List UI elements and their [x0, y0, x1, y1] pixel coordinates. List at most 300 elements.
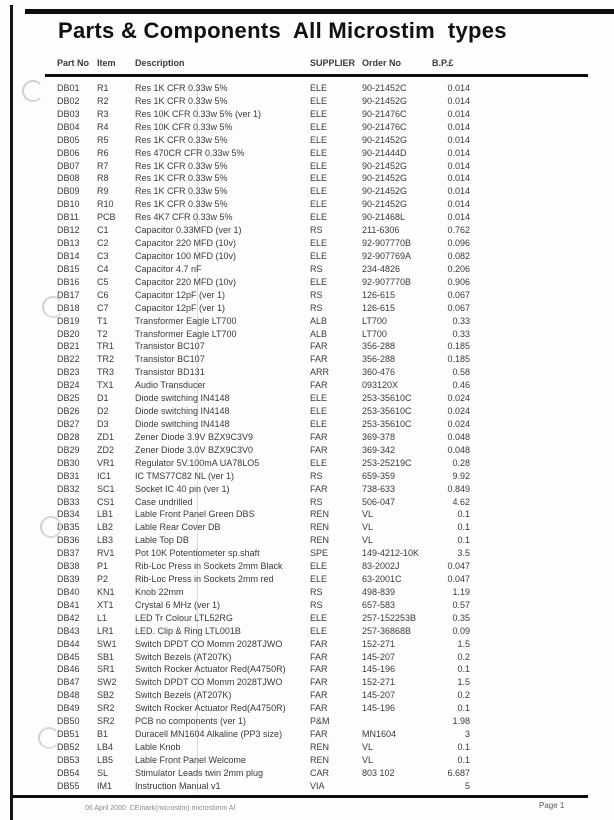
cell-item: LB3 [97, 535, 114, 546]
cell-supplier: CAR [310, 767, 330, 778]
table-row [57, 573, 470, 586]
cell-supplier: RS [310, 289, 323, 300]
cell-description: Zener Diode 3.9V BZX9C3V9 [135, 431, 254, 442]
cell-part-no: DB07 [57, 160, 80, 171]
cell-item: D3 [97, 418, 109, 429]
cell-order-no: 253-35610C [362, 418, 412, 429]
cell-description: Switch Bezels (AT207K) [135, 651, 232, 662]
cell-item: R2 [97, 95, 109, 106]
cell-supplier: REN [310, 509, 330, 520]
cell-order-no: 369-342 [362, 444, 396, 455]
table-row [57, 263, 470, 276]
table-row [57, 560, 470, 573]
scan-top-bar [25, 9, 614, 14]
table-row [57, 547, 470, 560]
table-row [57, 534, 470, 547]
cell-order-no: 257-152253B [362, 612, 417, 623]
cell-price: 0.014 [447, 160, 470, 171]
parts-table-body [57, 82, 470, 793]
cell-order-no: 90-21452G [362, 173, 408, 184]
cell-description: Rib-Loc Press in Sockets 2mm red [135, 574, 274, 585]
table-row [57, 483, 470, 496]
cell-price: 1.5 [457, 677, 470, 688]
cell-order-no: 738-633 [362, 483, 396, 494]
cell-item: R8 [97, 173, 109, 184]
cell-order-no: 90-21476C [362, 108, 407, 119]
cell-description: LED. Clip & Ring LTL001B [135, 625, 241, 636]
cell-part-no: DB39 [57, 574, 80, 585]
cell-order-no: 145-207 [362, 690, 396, 701]
cell-part-no: DB48 [57, 690, 80, 701]
cell-description: Transformer Eagle LT700 [135, 328, 237, 339]
cell-description: Capacitor 220 MFD (10v) [135, 238, 237, 249]
cell-price: 0.014 [447, 134, 470, 145]
cell-description: Case undrilled [135, 496, 193, 507]
cell-price: 0.28 [452, 457, 470, 468]
cell-order-no: 498-839 [362, 586, 396, 597]
cell-description: Crystal 6 MHz (ver 1) [135, 599, 221, 610]
cell-price: 0.1 [457, 522, 470, 533]
cell-description: Res 1K CFR 0.33w 5% [135, 95, 228, 106]
table-row [57, 508, 470, 521]
cell-price: 0.014 [447, 108, 470, 119]
cell-price: 6.687 [447, 767, 470, 778]
cell-supplier: RS [310, 470, 323, 481]
cell-price: 0.09 [452, 625, 470, 636]
cell-price: 0.014 [447, 95, 470, 106]
table-row [57, 599, 470, 612]
cell-part-no: DB11 [57, 212, 79, 223]
cell-description: Capacitor 12pF (ver 1) [135, 302, 226, 313]
cell-supplier: ELE [310, 457, 328, 468]
cell-order-no: VL [362, 522, 374, 533]
cell-price: 1.19 [452, 586, 470, 597]
cell-item: ZD1 [97, 431, 115, 442]
cell-order-no [362, 715, 432, 728]
cell-description: Switch DPDT CO Momm 2028TJWO [135, 638, 283, 649]
cell-part-no: DB17 [57, 289, 80, 300]
cell-supplier: FAR [310, 638, 328, 649]
cell-price: 0.1 [457, 664, 470, 675]
cell-price: 0.024 [447, 393, 470, 404]
cell-order-no: 90-21452C [362, 83, 407, 93]
cell-part-no: DB05 [57, 134, 80, 145]
table-row [57, 302, 470, 315]
cell-order-no: 90-21444D [362, 147, 407, 158]
cell-price: 0.849 [447, 483, 470, 494]
cell-order-no: 093120X [362, 380, 399, 391]
cell-price: 0.1 [457, 509, 470, 520]
cell-supplier: ELE [310, 406, 328, 417]
cell-price: 0.096 [447, 238, 470, 249]
cell-supplier: REN [310, 754, 330, 765]
cell-item: P2 [97, 574, 109, 585]
table-row [57, 211, 470, 224]
cell-part-no: DB26 [57, 406, 80, 417]
cell-item: IC1 [97, 470, 112, 481]
cell-item: C3 [97, 250, 109, 261]
hole-punch-mark [42, 296, 64, 318]
cell-item: LR1 [97, 625, 114, 636]
table-row [57, 676, 470, 689]
cell-price: 0.048 [447, 444, 470, 455]
cell-description: LED Tr Colour LTL52RG [135, 612, 233, 623]
cell-price: 0.906 [447, 276, 470, 287]
cell-supplier: FAR [310, 444, 328, 455]
cell-description: Res 1K CFR 0.33w 5% [135, 83, 228, 93]
cell-part-no: DB53 [57, 754, 80, 765]
cell-order-no: VL [362, 509, 374, 520]
cell-order-no: 152-271 [362, 638, 396, 649]
cell-price: 0.762 [447, 225, 470, 236]
page-title: Parts & Components All Microstim types [58, 18, 507, 43]
cell-price: 0.047 [447, 561, 470, 572]
cell-part-no: DB02 [57, 95, 80, 106]
table-row [57, 392, 470, 405]
cell-description: Transistor BD131 [135, 367, 205, 378]
cell-price: 0.014 [447, 121, 470, 132]
cell-item: TR2 [97, 354, 115, 365]
cell-description: Diode switching IN4148 [135, 393, 230, 404]
cell-item: SL [97, 767, 109, 778]
cell-supplier: FAR [310, 690, 328, 701]
column-header-supplier: SUPPLIER [310, 58, 356, 68]
cell-price: 0.1 [457, 754, 470, 765]
footer-page-number: Page 1 [539, 801, 565, 810]
cell-item: R6 [97, 147, 109, 158]
cell-supplier: ALB [310, 328, 328, 339]
cell-part-no: DB21 [57, 341, 80, 352]
cell-order-no: 126-615 [362, 302, 396, 313]
cell-description: Regulator 5V.100mA UA78LO5 [135, 457, 260, 468]
cell-supplier: FAR [310, 677, 328, 688]
cell-price: 0.35 [452, 612, 470, 623]
cell-description: Lable Front Panel Green DBS [135, 509, 255, 520]
cell-part-no: DB46 [57, 664, 80, 675]
cell-supplier: FAR [310, 380, 328, 391]
cell-description: Lable Knob [135, 742, 181, 753]
cell-part-no: DB44 [57, 638, 80, 649]
cell-part-no: DB55 [57, 780, 80, 791]
cell-order-no: 90-21452G [362, 134, 408, 145]
cell-order-no: 360-476 [362, 367, 396, 378]
cell-description: Res 1K CFR 0.33w 5% [135, 160, 228, 171]
cell-supplier: ELE [310, 121, 328, 132]
cell-order-no: 506-047 [362, 496, 396, 507]
cell-price: 9.92 [452, 470, 470, 481]
table-row [57, 767, 470, 780]
cell-item: SB1 [97, 651, 115, 662]
cell-supplier: FAR [310, 431, 328, 442]
cell-price: 3 [464, 729, 470, 740]
table-row [57, 521, 470, 534]
cell-price: 0.014 [447, 147, 470, 158]
cell-description: Audio Transducer [135, 380, 206, 391]
cell-part-no: DB03 [57, 108, 80, 119]
cell-description: Res 1K CFR 0.33w 5% [135, 199, 228, 210]
cell-order-no: 356-288 [362, 354, 396, 365]
cell-part-no: DB15 [57, 263, 80, 274]
cell-supplier: RS [310, 302, 323, 313]
cell-item: SB2 [97, 690, 115, 701]
cell-supplier: ELE [310, 612, 328, 623]
cell-part-no: DB08 [57, 173, 80, 184]
cell-supplier: ELE [310, 95, 328, 106]
cell-order-no: 803 102 [362, 767, 395, 778]
cell-order-no: 92-907769A [362, 250, 412, 261]
cell-supplier: REN [310, 535, 330, 546]
cell-description: Capacitor 0.33MFD (ver 1) [135, 225, 242, 236]
cell-supplier: ALB [310, 315, 328, 326]
cell-part-no: DB25 [57, 393, 80, 404]
table-row [57, 95, 470, 108]
cell-description: Capacitor 12pF (ver 1) [135, 289, 226, 300]
cell-part-no: DB24 [57, 380, 80, 391]
cell-price: 0.58 [452, 367, 470, 378]
cell-price: 0.206 [447, 263, 470, 274]
cell-supplier: ELE [310, 250, 328, 261]
cell-order-no: VL [362, 754, 374, 765]
cell-description: Res 1K CFR 0.33w 5% [135, 134, 228, 145]
cell-description: Socket IC 40 pin (ver 1) [135, 483, 230, 494]
cell-supplier: ELE [310, 134, 328, 145]
cell-order-no: 126-615 [362, 289, 396, 300]
table-row [57, 715, 470, 728]
cell-item: IM1 [97, 780, 113, 791]
cell-part-no: DB41 [57, 599, 80, 610]
hole-punch-mark [22, 80, 44, 102]
cell-part-no: DB52 [57, 742, 80, 753]
cell-part-no: DB50 [57, 716, 80, 727]
cell-description: Switch Rocker Actuator Red(A4750R) [135, 703, 286, 714]
cell-item: SW1 [97, 638, 117, 649]
header-rule [45, 74, 588, 77]
cell-price: 0.048 [447, 431, 470, 442]
table-row [57, 224, 470, 237]
cell-supplier: ELE [310, 212, 328, 223]
cell-order-no: 149-4212-10K [362, 548, 420, 559]
cell-part-no: DB06 [57, 147, 80, 158]
table-bottom-rule [13, 795, 588, 798]
cell-item: C6 [97, 289, 109, 300]
cell-price: 0.185 [447, 341, 470, 352]
table-row [57, 702, 470, 715]
cell-description: IC TMS77C82 NL (ver 1) [135, 470, 235, 481]
cell-part-no: DB30 [57, 457, 80, 468]
cell-order-no: 369-378 [362, 431, 396, 442]
cell-part-no: DB49 [57, 703, 80, 714]
cell-item: D1 [97, 393, 109, 404]
cell-description: Pot 10K Potentiometer sp.shaft [135, 548, 260, 559]
table-row [57, 379, 470, 392]
cell-supplier: VIA [310, 780, 325, 791]
cell-item: R7 [97, 160, 109, 171]
column-header-description: Description [135, 58, 185, 68]
cell-item: LB1 [97, 509, 114, 520]
cell-part-no: DB13 [57, 238, 80, 249]
cell-supplier: SPE [310, 548, 329, 559]
cell-part-no: DB35 [57, 522, 80, 533]
table-row [57, 741, 470, 754]
cell-price: 3.5 [457, 548, 470, 559]
cell-supplier: ELE [310, 147, 328, 158]
cell-item: L1 [97, 612, 108, 623]
cell-description: Diode switching IN4148 [135, 406, 230, 417]
cell-description: Switch Bezels (AT207K) [135, 690, 232, 701]
hole-punch-mark [40, 516, 62, 538]
cell-item: KN1 [97, 586, 115, 597]
table-header-row [57, 57, 470, 70]
cell-item: XT1 [97, 599, 114, 610]
cell-order-no: VL [362, 535, 374, 546]
cell-order-no: LT700 [362, 328, 387, 339]
cell-item: R4 [97, 121, 109, 132]
cell-item: R9 [97, 186, 109, 197]
cell-order-no: 659-359 [362, 470, 396, 481]
cell-price: 0.014 [447, 212, 470, 223]
cell-supplier: ELE [310, 393, 328, 404]
cell-price: 1.98 [452, 716, 470, 727]
cell-price: 0.024 [447, 418, 470, 429]
cell-supplier: ELE [310, 561, 328, 572]
cell-item: P1 [97, 561, 109, 572]
cell-supplier: FAR [310, 703, 328, 714]
table-row [57, 134, 470, 147]
cell-order-no: 92-907770B [362, 238, 412, 249]
table-row [57, 172, 470, 185]
cell-description: Capacitor 220 MFD (10v) [135, 276, 237, 287]
table-row [57, 276, 470, 289]
cell-part-no: DB12 [57, 225, 80, 236]
cell-description: Diode switching IN4148 [135, 418, 230, 429]
cell-order-no: 90-21452G [362, 160, 408, 171]
cell-item: PCB [97, 212, 116, 223]
cell-price: 0.014 [447, 199, 470, 210]
cell-item: R1 [97, 83, 109, 93]
cell-part-no: DB54 [57, 767, 80, 778]
cell-item: VR1 [97, 457, 115, 468]
cell-item: C1 [97, 225, 109, 236]
cell-part-no: DB23 [57, 367, 80, 378]
cell-supplier: FAR [310, 341, 328, 352]
footer-file-info: 06 April 2000 CEmark(microstim) microstimm Al [85, 805, 236, 812]
cell-order-no: 257-36868B [362, 625, 412, 636]
cell-part-no: DB51 [57, 729, 80, 740]
cell-description: Instruction Manual v1 [135, 780, 221, 791]
cell-item: RV1 [97, 548, 115, 559]
table-row [57, 625, 470, 638]
cell-part-no: DB22 [57, 354, 80, 365]
cell-supplier: ELE [310, 83, 328, 93]
cell-part-no: DB01 [57, 83, 80, 93]
cell-price: 5 [464, 780, 470, 791]
cell-supplier: FAR [310, 483, 328, 494]
cell-order-no: 63-2001C [362, 574, 402, 585]
cell-item: ZD2 [97, 444, 115, 455]
table-row [57, 754, 470, 767]
cell-price: 0.067 [447, 289, 470, 300]
cell-description: Switch DPDT CO Momm 2028TJWO [135, 677, 283, 688]
cell-part-no: DB47 [57, 677, 80, 688]
cell-order-no: 145-207 [362, 651, 396, 662]
cell-part-no: DB14 [57, 250, 80, 261]
table-row [57, 418, 470, 431]
cell-item: TR3 [97, 367, 115, 378]
cell-price: 0.2 [457, 690, 470, 701]
table-row [57, 185, 470, 198]
cell-order-no: 356-288 [362, 341, 396, 352]
cell-supplier: ELE [310, 574, 328, 585]
table-row [57, 340, 470, 353]
cell-order-no: 90-21452G [362, 95, 408, 106]
cell-part-no: DB18 [57, 302, 80, 313]
cell-part-no: DB28 [57, 431, 80, 442]
cell-description: Res 10K CFR 0.33w 5% (ver 1) [135, 108, 262, 119]
column-header-price: B.P.£ [432, 58, 454, 68]
cell-supplier: RS [310, 263, 323, 274]
cell-supplier: RS [310, 496, 323, 507]
cell-price: 0.047 [447, 574, 470, 585]
cell-supplier: FAR [310, 354, 328, 365]
cell-order-no: 145-196 [362, 703, 396, 714]
table-row [57, 651, 470, 664]
cell-order-no: 92-907770B [362, 276, 412, 287]
scan-left-border [10, 5, 13, 820]
table-row [57, 444, 470, 457]
cell-price: 1.5 [457, 638, 470, 649]
cell-item: SR2 [97, 716, 115, 727]
cell-description: PCB no components (ver 1) [135, 716, 247, 727]
cell-description: Lable Front Panel Welcome [135, 754, 246, 765]
table-row [57, 315, 470, 328]
cell-description: Lable Rear Cover DB [135, 522, 221, 533]
cell-order-no: 90-21468L [362, 212, 406, 223]
cell-supplier: ELE [310, 238, 328, 249]
table-row [57, 121, 470, 134]
cell-part-no: DB37 [57, 548, 80, 559]
cell-part-no: DB04 [57, 121, 80, 132]
cell-part-no: DB42 [57, 612, 80, 623]
cell-order-no: 90-21452G [362, 199, 408, 210]
cell-supplier: ELE [310, 418, 328, 429]
cell-part-no: DB33 [57, 496, 80, 507]
cell-item: T2 [97, 328, 108, 339]
cell-price: 0.57 [452, 599, 470, 610]
cell-price: 0.1 [457, 703, 470, 714]
cell-item: C5 [97, 276, 109, 287]
cell-order-no: 253-35610C [362, 393, 412, 404]
cell-description: Zener Diode 3.0V BZX9C3V0 [135, 444, 254, 455]
cell-description: Capacitor 100 MFD (10v) [135, 250, 237, 261]
cell-price: 0.067 [447, 302, 470, 313]
cell-item: D2 [97, 406, 109, 417]
cell-item: SW2 [97, 677, 117, 688]
cell-part-no: DB31 [57, 470, 80, 481]
column-header-part-no: Part No [57, 58, 90, 68]
cell-item: T1 [97, 315, 108, 326]
cell-supplier: RS [310, 225, 323, 236]
cell-part-no: DB19 [57, 315, 80, 326]
cell-supplier: ELE [310, 173, 328, 184]
cell-item: SC1 [97, 483, 115, 494]
cell-order-no: 83-2002J [362, 561, 400, 572]
table-row [57, 457, 470, 470]
cell-price: 0.1 [457, 742, 470, 753]
cell-order-no: 145-196 [362, 664, 396, 675]
cell-description: Transformer Eagle LT700 [135, 315, 237, 326]
cell-supplier: ELE [310, 160, 328, 171]
table-row [57, 198, 470, 211]
